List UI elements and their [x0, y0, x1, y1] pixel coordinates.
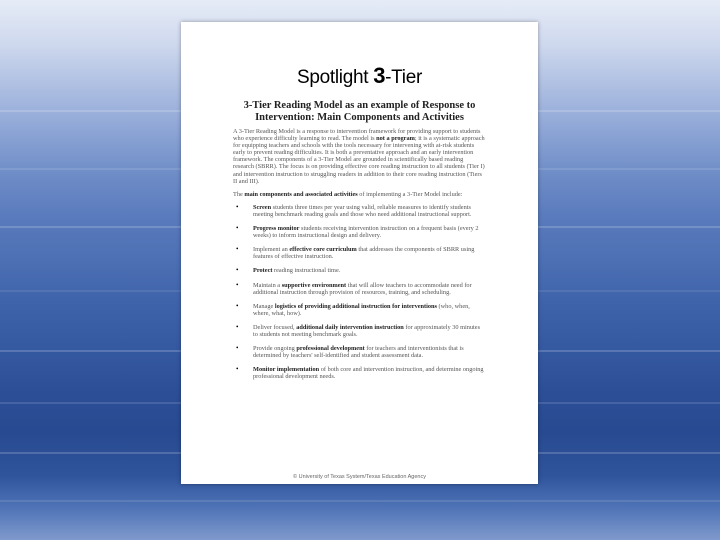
- item-pre: Provide ongoing: [253, 345, 297, 353]
- item-bold: professional development: [296, 345, 365, 353]
- item-bold: supportive environment: [281, 281, 347, 289]
- item-post: for approximately 30 minutes to students not meeting benchmark goals.: [253, 323, 481, 338]
- bullet-icon: •: [236, 280, 239, 289]
- list-item: [233, 204, 485, 218]
- list-item: [233, 324, 485, 338]
- list-item: [233, 225, 485, 239]
- logo-text-prefix: Spotlight: [296, 67, 374, 88]
- bullet-icon: •: [236, 202, 239, 211]
- item-post: that addresses the components of SBRR using features of effective instruction.: [253, 246, 475, 261]
- item-post: (who, when, where, what, how).: [253, 302, 470, 317]
- spotlight-logo: [181, 63, 538, 89]
- list-item: [233, 282, 485, 296]
- item-bold: logistics of providing additional instruction for interventions: [274, 302, 437, 310]
- lead-text-1: The: [233, 190, 245, 198]
- logo-text-suffix: -Tier: [385, 67, 422, 88]
- item-pre: Manage: [253, 302, 275, 310]
- bullet-icon: •: [236, 365, 239, 374]
- item-bold: additional daily intervention instruction: [296, 323, 404, 331]
- bullet-icon: •: [236, 245, 239, 254]
- intro-text-2: ; it is a systematic approach for equipping teachers and schools with the tools necessary for intervening with at-risk students early to prevent reading difficulties. It is both a preventative approach and an early intervention framework. The components of a 3-Tier Model are grounded in scientifically based reading research (SBRR). The focus is on providing effective core reading instruction to all students (Tier I) and intervention instruction to struggling readers in addition to their core reading instruction (Tiers II and III).: [233, 135, 485, 185]
- item-post: reading instructional time.: [272, 267, 341, 275]
- item-bold: Protect: [253, 267, 273, 275]
- copyright-footer: © University of Texas System/Texas Education Agency: [293, 474, 426, 480]
- item-pre: Deliver focused,: [253, 323, 297, 331]
- bullet-icon: •: [236, 301, 239, 310]
- document-body: [233, 128, 485, 387]
- list-item: [233, 366, 485, 380]
- item-bold: Monitor implementation: [253, 366, 320, 374]
- item-post: for teachers and interventionists that is determined by teachers' self-identified and student assessment data.: [253, 345, 464, 360]
- list-item: [233, 246, 485, 260]
- item-post: of both core and intervention instruction, and determine ongoing professional development needs.: [253, 366, 484, 381]
- component-list: [233, 204, 485, 381]
- document-page: [181, 22, 538, 484]
- document-title: 3-Tier Reading Model as an example of Response to Intervention: Main Components and Activities: [243, 100, 476, 123]
- item-post: students three times per year using valid, reliable measures to identify students meeting benchmark reading goals and those who need additional instructional support.: [253, 203, 472, 218]
- lead-paragraph: [233, 191, 485, 198]
- bullet-icon: •: [236, 224, 239, 233]
- item-pre: Implement an: [253, 246, 290, 254]
- intro-paragraph: [233, 128, 485, 185]
- list-item: [233, 303, 485, 317]
- item-bold: Screen: [253, 203, 272, 211]
- item-post: students receiving intervention instruction on a frequent basis (every 2 weeks) to inform instructional design and delivery.: [253, 225, 479, 240]
- list-item: [233, 345, 485, 359]
- bullet-icon: •: [236, 266, 239, 275]
- list-item: [233, 267, 485, 274]
- intro-text-1: A 3-Tier Reading Model is a response to intervention framework for providing support to students who experience difficulty learning to read. The model is: [233, 128, 481, 143]
- lead-text-2: of implementing a 3-Tier Model include:: [357, 190, 463, 198]
- bullet-icon: •: [236, 344, 239, 353]
- item-post: that will allow teachers to accommodate need for additional instruction through provision of resources, training, and scheduling.: [253, 281, 472, 296]
- item-bold: effective core curriculum: [289, 246, 357, 254]
- bullet-icon: •: [236, 322, 239, 331]
- item-pre: Maintain a: [253, 281, 282, 289]
- intro-emphasis: not a program: [376, 135, 415, 143]
- logo-mark-icon: 3: [373, 63, 386, 88]
- lead-emphasis: main components and associated activities: [244, 190, 358, 198]
- item-bold: Progress monitor: [253, 225, 300, 233]
